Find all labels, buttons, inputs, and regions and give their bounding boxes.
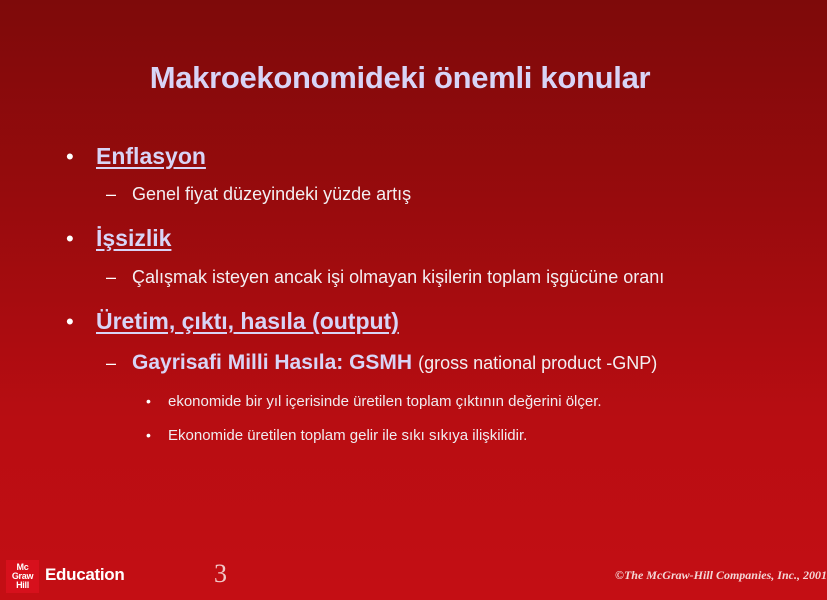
sub-bullet-gsmh-strong: Gayrisafi Milli Hasıla: GSMH	[132, 351, 413, 374]
bullet-label-enflasyon[interactable]: Enflasyon	[96, 143, 206, 169]
sub-bullet-text: Çalışmak isteyen ancak işi olmayan kişilerin toplam işgücüne oranı	[132, 267, 665, 287]
copyright-notice: ©The McGraw-Hill Companies, Inc., 2001	[615, 568, 827, 582]
bullet-label-uretim[interactable]: Üretim, çıktı, hasıla (output)	[96, 308, 399, 334]
logo-line-hill: Hill	[16, 580, 29, 590]
dash-marker: –	[106, 184, 117, 204]
sub-bullet-gsmh-extra: (gross national product -GNP)	[418, 353, 658, 373]
sub-bullet-text: Genel fiyat düzeyindeki yüzde artış	[132, 184, 412, 204]
dash-marker: –	[106, 267, 117, 287]
bullet-marker: •	[66, 309, 74, 334]
small-bullet-marker: •	[146, 393, 151, 409]
sub-bullet-gsmh	[106, 351, 657, 375]
slide-title: Makroekonomideki önemli konular	[149, 60, 651, 95]
sub-bullet-enflasyon	[106, 184, 411, 205]
logo-line-mc: Mc	[16, 562, 29, 572]
detail-text: ekonomide bir yıl içerisinde üretilen toplam çıktının değerini ölçer.	[168, 393, 602, 410]
mcgraw-hill-logo	[6, 560, 39, 593]
bullet-uretim	[66, 308, 399, 335]
bullet-enflasyon	[66, 143, 206, 170]
sub-bullet-issizlik	[106, 267, 664, 288]
detail-bullet-2	[146, 427, 527, 444]
bullet-marker: •	[66, 226, 74, 251]
logo-line-graw: Graw	[11, 571, 34, 581]
page-number: 3	[214, 559, 227, 588]
bullet-issizlik	[66, 225, 171, 252]
detail-bullet-1	[146, 393, 602, 410]
bullet-marker: •	[66, 144, 74, 169]
brand-education-text: Education	[45, 565, 125, 584]
small-bullet-marker: •	[146, 427, 151, 443]
bullet-label-issizlik[interactable]: İşsizlik	[96, 225, 172, 251]
detail-text: Ekonomide üretilen toplam gelir ile sıkı sıkıya ilişkilidir.	[168, 427, 528, 444]
dash-marker: –	[106, 353, 117, 373]
